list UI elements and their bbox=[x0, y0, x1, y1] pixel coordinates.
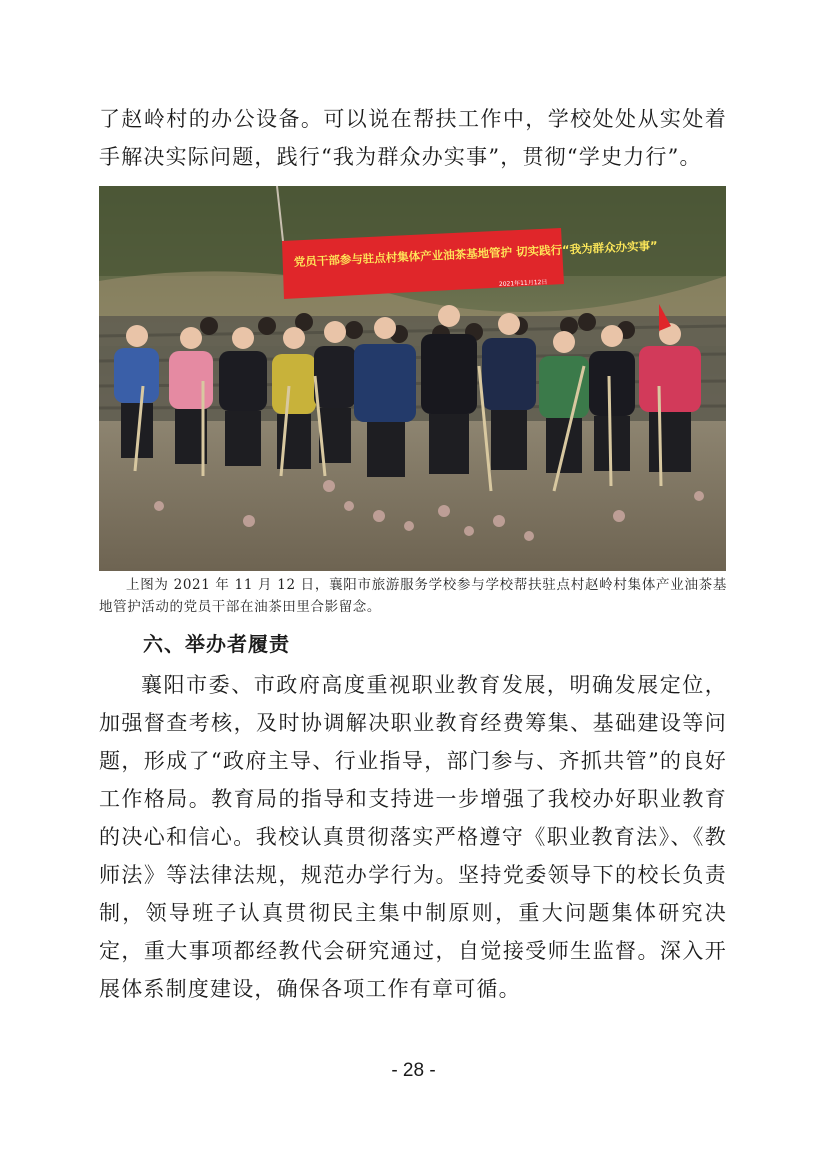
banner-text: 党员干部参与驻点村集体产业油茶基地管护 切实践行“我为群众办实事” bbox=[293, 238, 658, 269]
top-paragraph: 了赵岭村的办公设备。可以说在帮扶工作中，学校处处从实处着手解决实际问题，践行“我为群众办实事”，贯彻“学史力行”。 bbox=[99, 107, 727, 169]
group-photo bbox=[99, 186, 726, 571]
section-heading: 六、举办者履责 bbox=[143, 632, 290, 656]
section-paragraph: 襄阳市委、市政府高度重视职业教育发展，明确发展定位，加强督查考核，及时协调解决职业教育经费筹集、基础建设等问题，形成了“政府主导、行业指导，部门参与、齐抓共管”的良好工作格局。教育局的指导和支持进一步增强了我校办好职业教育的决心和信心。我校认真贯彻落实严格遵守《职业教育法》、《教师法》等法律法规，规范办学行为。坚持党委领导下的校长负责制，领导班子认真贯彻民主集中制原则，重大问题集体研究决定，重大事项都经教代会研究通过，自觉接受师生监督。深入开展体系制度建设，确保各项工作有章可循。 bbox=[99, 673, 727, 1001]
banner-date: 2021年11月12日 bbox=[498, 278, 548, 288]
photo-caption: 上图为 2021 年 11 月 12 日，襄阳市旅游服务学校参与学校帮扶驻点村赵岭村集体产业油茶基地管护活动的党员干部在油茶田里合影留念。 bbox=[99, 577, 727, 615]
page-number: - 28 - bbox=[391, 1060, 436, 1081]
